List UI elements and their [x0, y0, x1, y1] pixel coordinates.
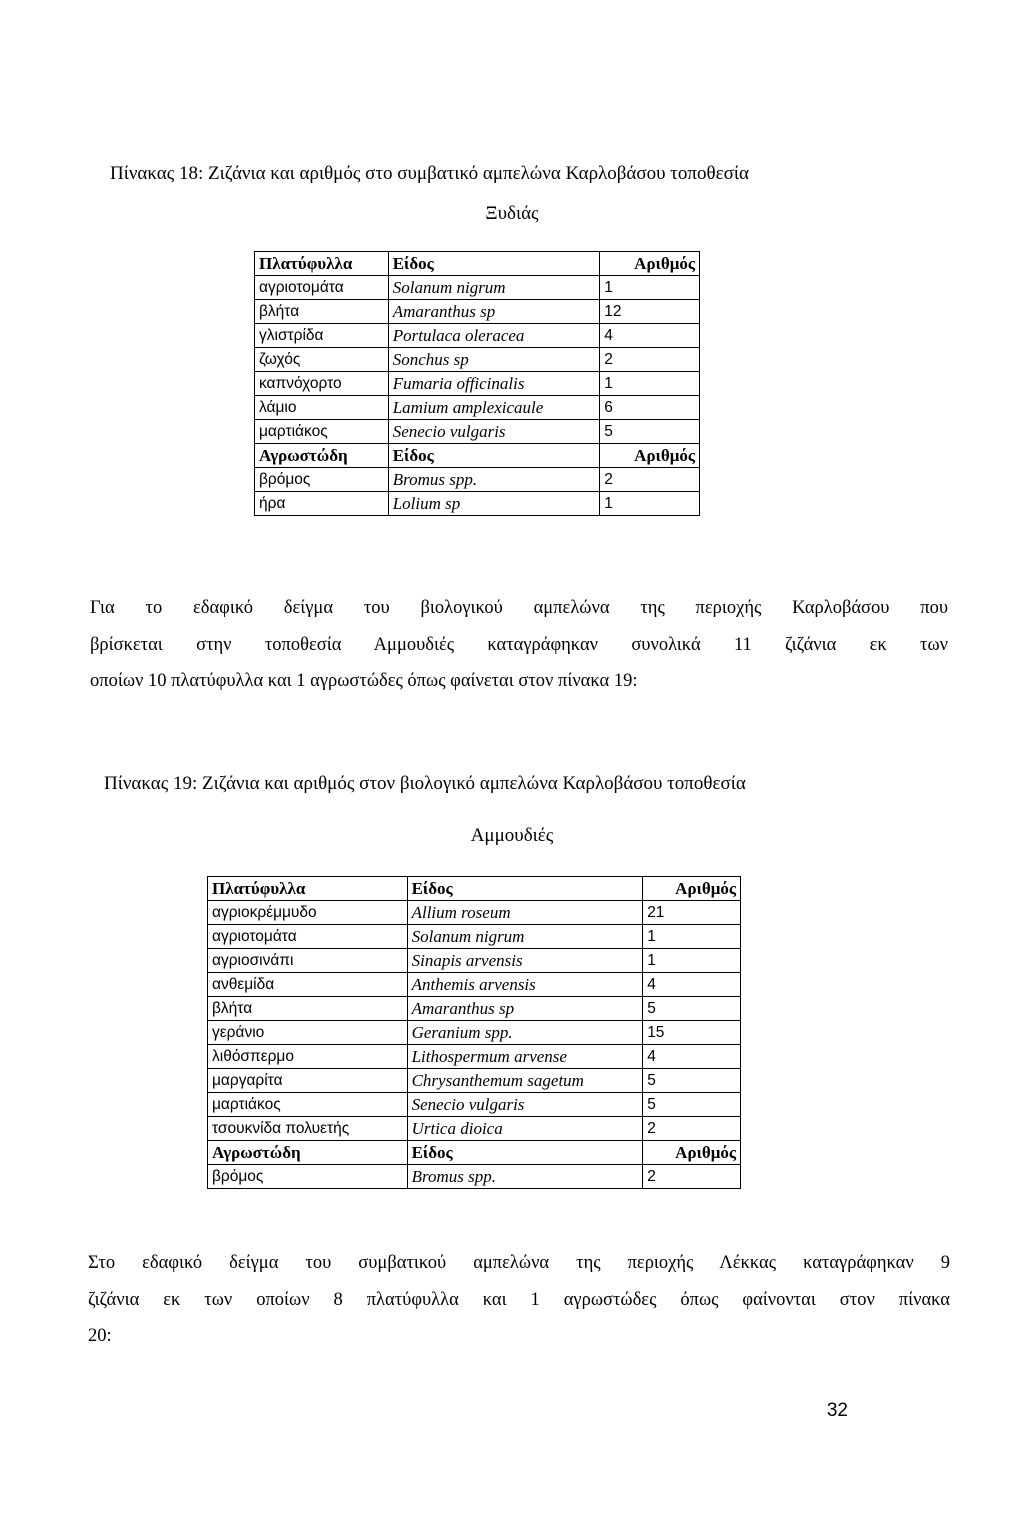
species-cell: Sonchus sp	[388, 348, 600, 372]
common-name-cell: τσουκνίδα πολυετής	[208, 1117, 408, 1141]
group-header-cell: Αγρωστώδη	[208, 1141, 408, 1165]
table-19	[207, 876, 741, 1189]
count-cell: 6	[600, 396, 700, 420]
species-cell: Amaranthus sp	[388, 300, 600, 324]
paragraph-1	[90, 590, 948, 700]
table-row	[208, 901, 741, 925]
table-row	[208, 973, 741, 997]
table-row	[208, 997, 741, 1021]
table-row	[255, 372, 700, 396]
species-cell: Sinapis arvensis	[407, 949, 643, 973]
count-header-cell: Αριθμός	[600, 252, 700, 276]
table-row	[255, 468, 700, 492]
table-row	[208, 1045, 741, 1069]
table-18	[254, 251, 700, 516]
table-header-row	[255, 252, 700, 276]
table-row	[208, 1117, 741, 1141]
table-row	[208, 1093, 741, 1117]
paragraph-2-line-3: 20:	[88, 1326, 112, 1346]
count-cell: 4	[643, 1045, 741, 1069]
table-18-caption-line-2: Ξυδιάς	[485, 203, 539, 224]
count-cell: 2	[600, 348, 700, 372]
table-row	[255, 396, 700, 420]
species-header-cell: Είδος	[407, 1141, 643, 1165]
common-name-cell: βρόμος	[255, 468, 389, 492]
common-name-cell: αγριοτομάτα	[255, 276, 389, 300]
species-header-cell: Είδος	[407, 877, 643, 901]
species-cell: Lamium amplexicaule	[388, 396, 600, 420]
count-cell: 12	[600, 300, 700, 324]
count-cell: 4	[600, 324, 700, 348]
species-header-cell: Είδος	[388, 444, 600, 468]
common-name-cell: αγριοτομάτα	[208, 925, 408, 949]
group-header-cell: Αγρωστώδη	[255, 444, 389, 468]
paragraph-1-line-1: Για το εδαφικό δείγμα του βιολογικού αμπελώνα της περιοχής Καρλοβάσου που	[90, 598, 948, 618]
table-header-row	[208, 1141, 741, 1165]
count-cell: 1	[643, 949, 741, 973]
species-cell: Chrysanthemum sagetum	[407, 1069, 643, 1093]
table-row	[208, 925, 741, 949]
common-name-cell: γλιστρίδα	[255, 324, 389, 348]
species-cell: Amaranthus sp	[407, 997, 643, 1021]
species-cell: Fumaria officinalis	[388, 372, 600, 396]
count-cell: 2	[600, 468, 700, 492]
count-cell: 5	[643, 1069, 741, 1093]
table-19-caption-line-1: Πίνακας 19: Ζιζάνια και αριθμός στον βιολογικό αμπελώνα Καρλοβάσου τοποθεσία	[104, 773, 746, 794]
page-number: 32	[826, 1400, 848, 1421]
paragraph-2-line-2: ζιζάνια εκ των οποίων 8 πλατύφυλλα και 1 αγρωστώδες όπως φαίνονται στον πίνακα	[88, 1289, 950, 1310]
common-name-cell: ανθεμίδα	[208, 973, 408, 997]
common-name-cell: ήρα	[255, 492, 389, 516]
count-cell: 2	[643, 1165, 741, 1189]
species-cell: Senecio vulgaris	[407, 1093, 643, 1117]
species-cell: Urtica dioica	[407, 1117, 643, 1141]
common-name-cell: βρόμος	[208, 1165, 408, 1189]
table-row	[255, 300, 700, 324]
species-cell: Bromus spp.	[407, 1165, 643, 1189]
species-cell: Bromus spp.	[388, 468, 600, 492]
count-cell: 1	[600, 276, 700, 300]
group-header-cell: Πλατύφυλλα	[255, 252, 389, 276]
count-cell: 5	[643, 997, 741, 1021]
species-cell: Solanum nigrum	[407, 925, 643, 949]
table-row	[208, 1069, 741, 1093]
count-cell: 1	[600, 372, 700, 396]
table-19-caption	[60, 758, 964, 862]
count-cell: 5	[600, 420, 700, 444]
species-cell: Solanum nigrum	[388, 276, 600, 300]
table-18-caption	[60, 154, 964, 234]
common-name-cell: ζωχός	[255, 348, 389, 372]
common-name-cell: μαρτιάκος	[208, 1093, 408, 1117]
group-header-cell: Πλατύφυλλα	[208, 877, 408, 901]
species-cell: Portulaca oleracea	[388, 324, 600, 348]
table-18-caption-line-1: Πίνακας 18: Ζιζάνια και αριθμός στο συμβατικό αμπελώνα Καρλοβάσου τοποθεσία	[110, 163, 749, 184]
paragraph-2	[88, 1245, 950, 1355]
table-row	[208, 1165, 741, 1189]
common-name-cell: μαργαρίτα	[208, 1069, 408, 1093]
count-cell: 1	[600, 492, 700, 516]
table-row	[208, 949, 741, 973]
common-name-cell: μαρτιάκος	[255, 420, 389, 444]
table-row	[208, 1021, 741, 1045]
species-header-cell: Είδος	[388, 252, 600, 276]
count-cell: 1	[643, 925, 741, 949]
count-header-cell: Αριθμός	[643, 877, 741, 901]
count-cell: 4	[643, 973, 741, 997]
common-name-cell: καπνόχορτο	[255, 372, 389, 396]
table-row	[255, 492, 700, 516]
species-cell: Allium roseum	[407, 901, 643, 925]
paragraph-1-line-2: βρίσκεται στην τοποθεσία Αμμουδιές καταγράφηκαν συνολικά 11 ζιζάνια εκ των	[90, 634, 948, 655]
table-header-row	[208, 877, 741, 901]
common-name-cell: λιθόσπερμο	[208, 1045, 408, 1069]
species-cell: Lithospermum arvense	[407, 1045, 643, 1069]
paragraph-1-line-3: οποίων 10 πλατύφυλλα και 1 αγρωστώδες όπως φαίνεται στον πίνακα 19:	[90, 671, 638, 691]
table-row	[255, 276, 700, 300]
common-name-cell: αγριοσινάπι	[208, 949, 408, 973]
count-header-cell: Αριθμός	[600, 444, 700, 468]
species-cell: Senecio vulgaris	[388, 420, 600, 444]
count-cell: 15	[643, 1021, 741, 1045]
count-cell: 5	[643, 1093, 741, 1117]
table-row	[255, 420, 700, 444]
species-cell: Geranium spp.	[407, 1021, 643, 1045]
common-name-cell: γεράνιο	[208, 1021, 408, 1045]
table-row	[255, 348, 700, 372]
paragraph-2-line-1: Στο εδαφικό δείγμα του συμβατικού αμπελώνα της περιοχής Λέκκας καταγράφηκαν 9	[88, 1253, 950, 1273]
table-19-caption-line-2: Αμμουδιές	[470, 825, 554, 846]
common-name-cell: βλήτα	[255, 300, 389, 324]
count-cell: 21	[643, 901, 741, 925]
common-name-cell: λάμιο	[255, 396, 389, 420]
common-name-cell: αγριοκρέμμυδο	[208, 901, 408, 925]
table-header-row	[255, 444, 700, 468]
table-row	[255, 324, 700, 348]
count-header-cell: Αριθμός	[643, 1141, 741, 1165]
common-name-cell: βλήτα	[208, 997, 408, 1021]
count-cell: 2	[643, 1117, 741, 1141]
species-cell: Anthemis arvensis	[407, 973, 643, 997]
species-cell: Lolium sp	[388, 492, 600, 516]
